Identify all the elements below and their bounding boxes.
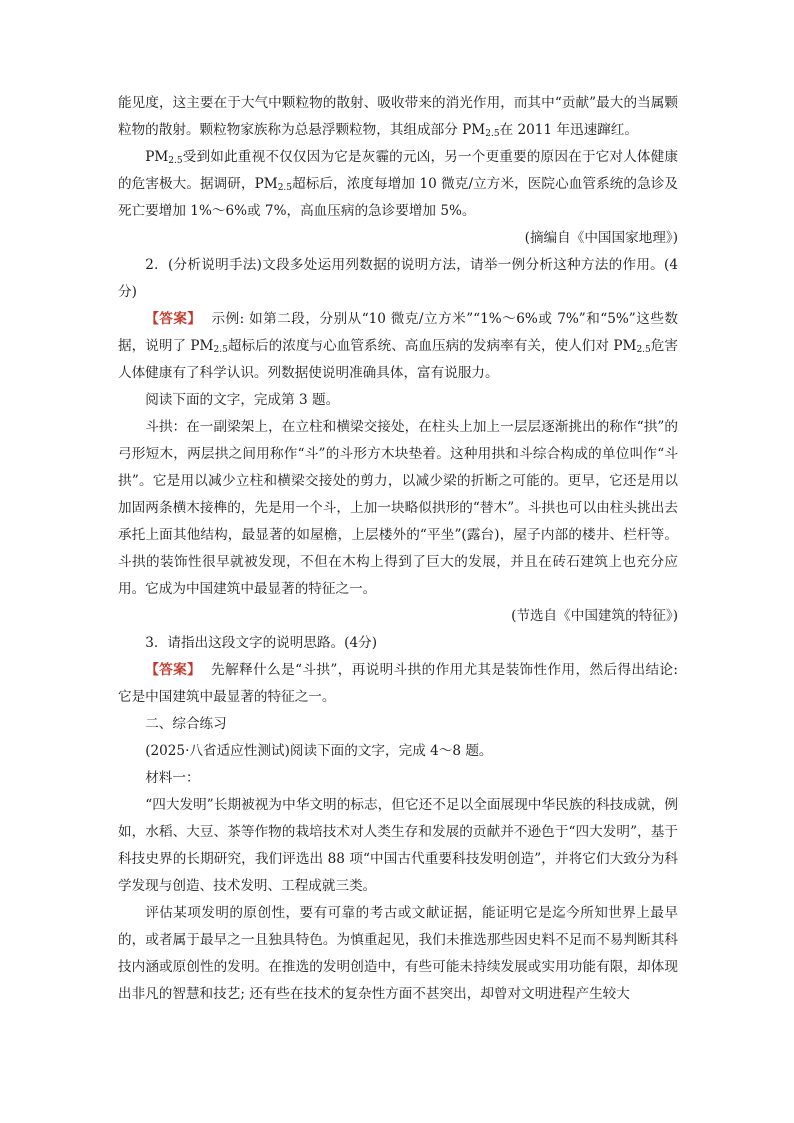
paragraph-visibility: 能见度，这主要在于大气中颗粒物的散射、吸收带来的消光作用，而其中“贡献”最大的当属颗粒物的散射。颗粒物家族称为总悬浮颗粒物，其组成部分 $PM_{2.5}$在 2011 年迅速蹿红。 bbox=[118, 95, 678, 139]
answer-2: 【答案】 示例: 如第二段，分别从“10 微克/立方米”“1%～6%或 7%”和“5%”这些数据，说明了 $PM_{2.5}$超标后的浓度与心血管系统、高血压病的发病率有关，使人们对 $PM_{2.5}$危害人体健康有了科学认识。列数据使说明准确具体，富有说服力。 bbox=[118, 311, 679, 381]
material-1-label: 材料一： bbox=[145, 770, 200, 786]
material-1-paragraph-2: 评估某项发明的原创性，要有可靠的考古或文献证据，能证明它是迄今所知世界上最早的，或者属于最早之一且独具特色。为慎重起见，我们未推选那些因史料不足而不易判断其科技内涵或原创性的发明。在推选的发明创造中，有些可能未持续发展或实用功能有限，却体现出非凡的智慧和技艺; 还有些在技术的复杂性方面不甚突出，却曾对文明进程产生较大 bbox=[118, 905, 678, 1002]
source-citation-geography: (摘编自《中国国家地理》) bbox=[524, 230, 678, 246]
instruction-question-3: 阅读下面的文字，完成第 3 题。 bbox=[145, 392, 340, 408]
passage-dougong: 斗拱：在一副梁架上，在立柱和横梁交接处，在柱头上加上一层层逐渐挑出的称作“拱”的弓形短木，两层拱之间用称作“斗”的斗形方木块垫着。这种用拱和斗综合构成的单位叫作“斗拱”。它是用以减少立柱和横梁交接处的剪力，以减少梁的折断之可能的。更早，它还是用以加固两条横木接榫的，先是用一个斗，上加一块略似拱形的“替木”。斗拱也可以由柱头挑出去承托上面其他结构，最显著的如屋檐，上层楼外的“平坐”(露台)，屋子内部的楼井、栏杆等。斗拱的装饰性很早就被发现，不但在木构上得到了巨大的发展，并且在砖石建筑上也充分应用。它成为中国建筑中最显著的特征之一。 bbox=[118, 419, 678, 597]
paragraph-pm25-health: $PM_{2.5}$受到如此重视不仅仅因为它是灰霾的元凶，另一个更重要的原因在于它对人体健康的危害极大。据调研，$PM_{2.5}$超标后，浓度每增加 10 微克/立方米，医院心血管系统的急诊及死亡要增加 1%～6%或 7%，高血压病的急诊要增加 5%。 bbox=[118, 149, 678, 219]
answer-3: 【答案】 先解释什么是“斗拱”，再说明斗拱的作用尤其是装饰性作用，然后得出结论: 它是中国建筑中最显著的特征之一。 bbox=[118, 662, 678, 705]
source-citation-architecture: (节选自《中国建筑的特征》) bbox=[511, 608, 678, 624]
document-body bbox=[118, 90, 678, 1008]
question-3: 3．请指出这段文字的说明思路。(4分) bbox=[145, 635, 377, 651]
material-1-paragraph-1: “四大发明”长期被视为中华文明的标志，但它还不足以全面展现中华民族的科技成就，例如，水稻、大豆、茶等作物的栽培技术对人类生存和发展的贡献并不逊色于“四大发明”，基于科技史界的长期研究，我们评选出 88 项“中国古代重要科技发明创造”，并将它们大致分为科学发现与创造、技术发明、工程成就三类。 bbox=[118, 797, 678, 894]
answer-tag: 【答案】 bbox=[145, 311, 202, 327]
section-heading-comprehensive: 二、综合练习 bbox=[145, 716, 227, 732]
question-2: 2．(分析说明手法)文段多处运用列数据的说明方法，请举一例分析这种方法的作用。(4分) bbox=[118, 257, 678, 300]
instruction-questions-4-8: (2025·八省适应性测试)阅读下面的文字，完成 4～8 题。 bbox=[145, 743, 493, 759]
answer-tag: 【答案】 bbox=[145, 662, 202, 678]
